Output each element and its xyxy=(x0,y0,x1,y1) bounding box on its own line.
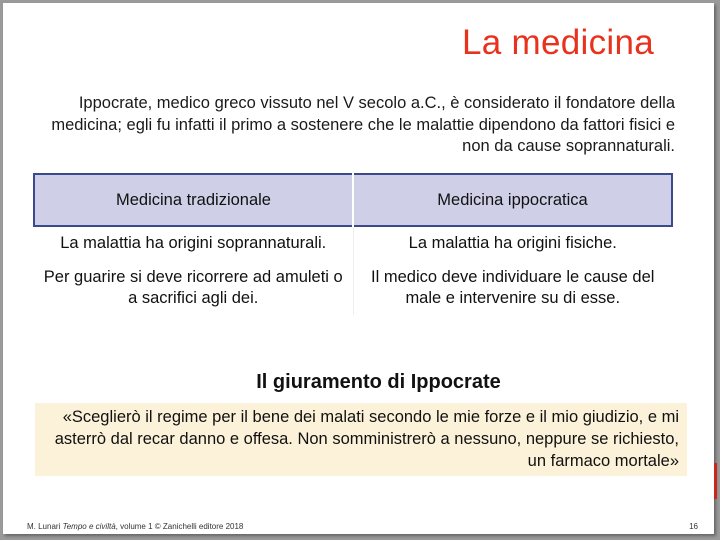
table-cell: La malattia ha origini fisiche. xyxy=(353,226,672,260)
table-row xyxy=(34,226,672,260)
slide-title: La medicina xyxy=(461,23,654,62)
oath-quote-text: «Sceglierò il regime per il bene dei malati secondo le mie forze e il mio giudizio, e mi asterrò dal recar danno e offesa. Non somministrerò a nessuno, neppure se richiesto, un farmaco mortale» xyxy=(54,408,679,470)
slide xyxy=(3,3,714,534)
table-row xyxy=(34,260,672,315)
oath-title: Il giuramento di Ippocrate xyxy=(256,371,501,393)
table-cell: Per guarire si deve ricorrere ad amuleti o a sacrifici agli dei. xyxy=(43,267,343,307)
footer-suffix: , volume 1 © Zanichelli editore 2018 xyxy=(115,522,244,531)
table-cell: Il medico deve individuare le cause del male e intervenire su di esse. xyxy=(353,260,672,315)
intro-paragraph: Ippocrate, medico greco vissuto nel V secolo a.C., è considerato il fondatore della medicina; egli fu infatti il primo a sostenere che le malattie dipendono da fattori fisici e non da cause soprannaturali. xyxy=(51,94,675,155)
table-cell: La malattia ha origini soprannaturali. xyxy=(60,234,327,252)
footer-prefix: M. Lunari xyxy=(27,522,63,531)
red-edge-marker xyxy=(714,463,717,499)
page-number: 16 xyxy=(689,522,698,531)
header-hippocratic: Medicina ippocratica xyxy=(353,174,672,226)
comparison-table xyxy=(33,173,673,315)
footer-credit xyxy=(27,522,243,531)
footer-book-title: Tempo e civiltà xyxy=(62,522,116,531)
oath-quote-box xyxy=(35,403,687,476)
table-header-row xyxy=(34,174,672,226)
header-traditional: Medicina tradizionale xyxy=(34,174,353,226)
